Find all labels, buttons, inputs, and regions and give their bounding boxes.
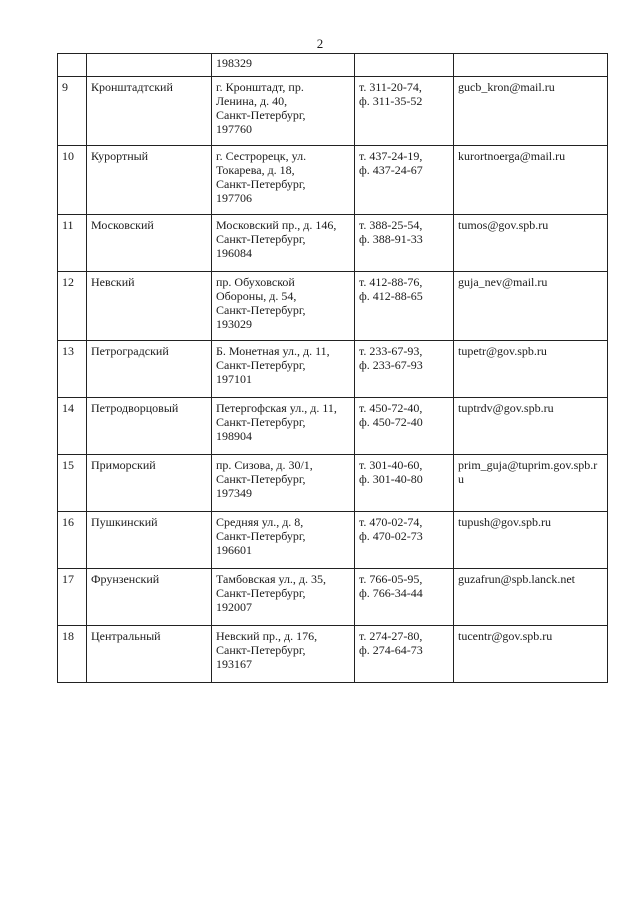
cell-district-name: Курортный (87, 146, 212, 215)
email-address: tupetr@gov.spb.ru (458, 344, 547, 358)
cell-email (454, 215, 608, 272)
cell-email (454, 398, 608, 455)
address-line: Обороны, д. 54, (216, 289, 297, 303)
cell-district-name: Центральный (87, 626, 212, 683)
address-line: 193029 (216, 317, 252, 331)
cell-email (454, 341, 608, 398)
table-row (58, 272, 608, 341)
phone-number: т. 470-02-74, (359, 515, 423, 529)
address-line: Санкт-Петербург, (216, 472, 306, 486)
cell-email (454, 54, 608, 77)
cell-phones (355, 272, 454, 341)
phone-number: т. 301-40-60, (359, 458, 423, 472)
cell-address (212, 341, 355, 398)
district-contacts-table (57, 53, 608, 683)
fax-number: ф. 450-72-40 (359, 415, 423, 429)
table-row (58, 341, 608, 398)
address-line: 196601 (216, 543, 252, 557)
cell-email (454, 626, 608, 683)
phone-number: т. 233-67-93, (359, 344, 423, 358)
email-address: prim_guja@tuprim.gov.spb.ru (458, 458, 598, 486)
fax-number: ф. 412-88-65 (359, 289, 423, 303)
cell-num: 17 (58, 569, 87, 626)
address-line: Санкт-Петербург, (216, 586, 306, 600)
cell-address (212, 272, 355, 341)
cell-num: 16 (58, 512, 87, 569)
address-line: Санкт-Петербург, (216, 303, 306, 317)
fax-number: ф. 301-40-80 (359, 472, 423, 486)
fax-number: ф. 233-67-93 (359, 358, 423, 372)
table-row (58, 512, 608, 569)
cell-district-name: Московский (87, 215, 212, 272)
fax-number: ф. 437-24-67 (359, 163, 423, 177)
address-line: пр. Обуховской (216, 275, 295, 289)
cell-district-name: Петродворцовый (87, 398, 212, 455)
email-address: tucentr@gov.spb.ru (458, 629, 553, 643)
fax-number: ф. 470-02-73 (359, 529, 423, 543)
address-line: Ленина, д. 40, (216, 94, 288, 108)
cell-address (212, 455, 355, 512)
address-line: Невский пр., д. 176, (216, 629, 318, 643)
address-line: 196084 (216, 246, 252, 260)
address-line: пр. Сизова, д. 30/1, (216, 458, 313, 472)
cell-num: 14 (58, 398, 87, 455)
cell-email (454, 272, 608, 341)
cell-num: 15 (58, 455, 87, 512)
table-row (58, 215, 608, 272)
phone-number: т. 450-72-40, (359, 401, 423, 415)
table-row (58, 455, 608, 512)
address-line: 193167 (216, 657, 252, 671)
cell-email (454, 512, 608, 569)
cell-address (212, 54, 355, 77)
table-row (58, 77, 608, 146)
cell-district-name: Пушкинский (87, 512, 212, 569)
cell-district-name (87, 54, 212, 77)
address-line: Токарева, д. 18, (216, 163, 295, 177)
cell-num (58, 54, 87, 77)
cell-district-name: Фрунзенский (87, 569, 212, 626)
address-line: 198329 (216, 56, 252, 70)
table-row-continuation (58, 54, 608, 77)
address-line: г. Сестрорецк, ул. (216, 149, 307, 163)
table-body (58, 54, 608, 683)
cell-num: 18 (58, 626, 87, 683)
phone-number: т. 766-05-95, (359, 572, 423, 586)
cell-address (212, 146, 355, 215)
cell-num: 12 (58, 272, 87, 341)
cell-email (454, 77, 608, 146)
address-line: 197101 (216, 372, 252, 386)
email-address: kurortnoerga@mail.ru (458, 149, 566, 163)
address-line: 197706 (216, 191, 252, 205)
cell-address (212, 512, 355, 569)
cell-email (454, 146, 608, 215)
email-address: guja_nev@mail.ru (458, 275, 548, 289)
cell-phones (355, 54, 454, 77)
cell-address (212, 626, 355, 683)
address-line: Санкт-Петербург, (216, 529, 306, 543)
cell-address (212, 398, 355, 455)
table-row (58, 146, 608, 215)
address-line: Б. Монетная ул., д. 11, (216, 344, 330, 358)
address-line: Петергофская ул., д. 11, (216, 401, 337, 415)
address-line: Средняя ул., д. 8, (216, 515, 304, 529)
email-address: guzafrun@spb.lanck.net (458, 572, 576, 586)
address-line: Санкт-Петербург, (216, 358, 306, 372)
cell-district-name: Невский (87, 272, 212, 341)
page-number: 2 (316, 36, 324, 51)
table-row (58, 626, 608, 683)
fax-number: ф. 388-91-33 (359, 232, 423, 246)
address-line: 192007 (216, 600, 252, 614)
cell-num: 9 (58, 77, 87, 146)
fax-number: ф. 311-35-52 (359, 94, 423, 108)
address-line: 197760 (216, 122, 252, 136)
table-row (58, 569, 608, 626)
cell-phones (355, 341, 454, 398)
phone-number: т. 274-27-80, (359, 629, 423, 643)
table-row (58, 398, 608, 455)
cell-phones (355, 626, 454, 683)
cell-district-name: Кронштадтский (87, 77, 212, 146)
cell-email (454, 455, 608, 512)
fax-number: ф. 766-34-44 (359, 586, 423, 600)
address-line: Санкт-Петербург, (216, 232, 306, 246)
cell-phones (355, 215, 454, 272)
address-line: Санкт-Петербург, (216, 415, 306, 429)
cell-email (454, 569, 608, 626)
cell-address (212, 569, 355, 626)
address-line: Тамбовская ул., д. 35, (216, 572, 327, 586)
address-line: Санкт-Петербург, (216, 177, 306, 191)
cell-phones (355, 569, 454, 626)
phone-number: т. 311-20-74, (359, 80, 422, 94)
cell-phones (355, 512, 454, 569)
phone-number: т. 437-24-19, (359, 149, 423, 163)
address-line: Московский пр., д. 146, (216, 218, 337, 232)
cell-num: 13 (58, 341, 87, 398)
address-line: Санкт-Петербург, (216, 643, 306, 657)
address-line: 198904 (216, 429, 252, 443)
cell-district-name: Петроградский (87, 341, 212, 398)
phone-number: т. 388-25-54, (359, 218, 423, 232)
email-address: tupush@gov.spb.ru (458, 515, 551, 529)
cell-address (212, 215, 355, 272)
address-line: 197349 (216, 486, 252, 500)
cell-num: 10 (58, 146, 87, 215)
address-line: г. Кронштадт, пр. (216, 80, 304, 94)
fax-number: ф. 274-64-73 (359, 643, 423, 657)
cell-district-name: Приморский (87, 455, 212, 512)
email-address: tumos@gov.spb.ru (458, 218, 549, 232)
address-line: Санкт-Петербург, (216, 108, 306, 122)
cell-address (212, 77, 355, 146)
phone-number: т. 412-88-76, (359, 275, 423, 289)
cell-phones (355, 455, 454, 512)
cell-phones (355, 77, 454, 146)
cell-num: 11 (58, 215, 87, 272)
email-address: tuptrdv@gov.spb.ru (458, 401, 554, 415)
email-address: gucb_kron@mail.ru (458, 80, 555, 94)
cell-phones (355, 146, 454, 215)
cell-phones (355, 398, 454, 455)
